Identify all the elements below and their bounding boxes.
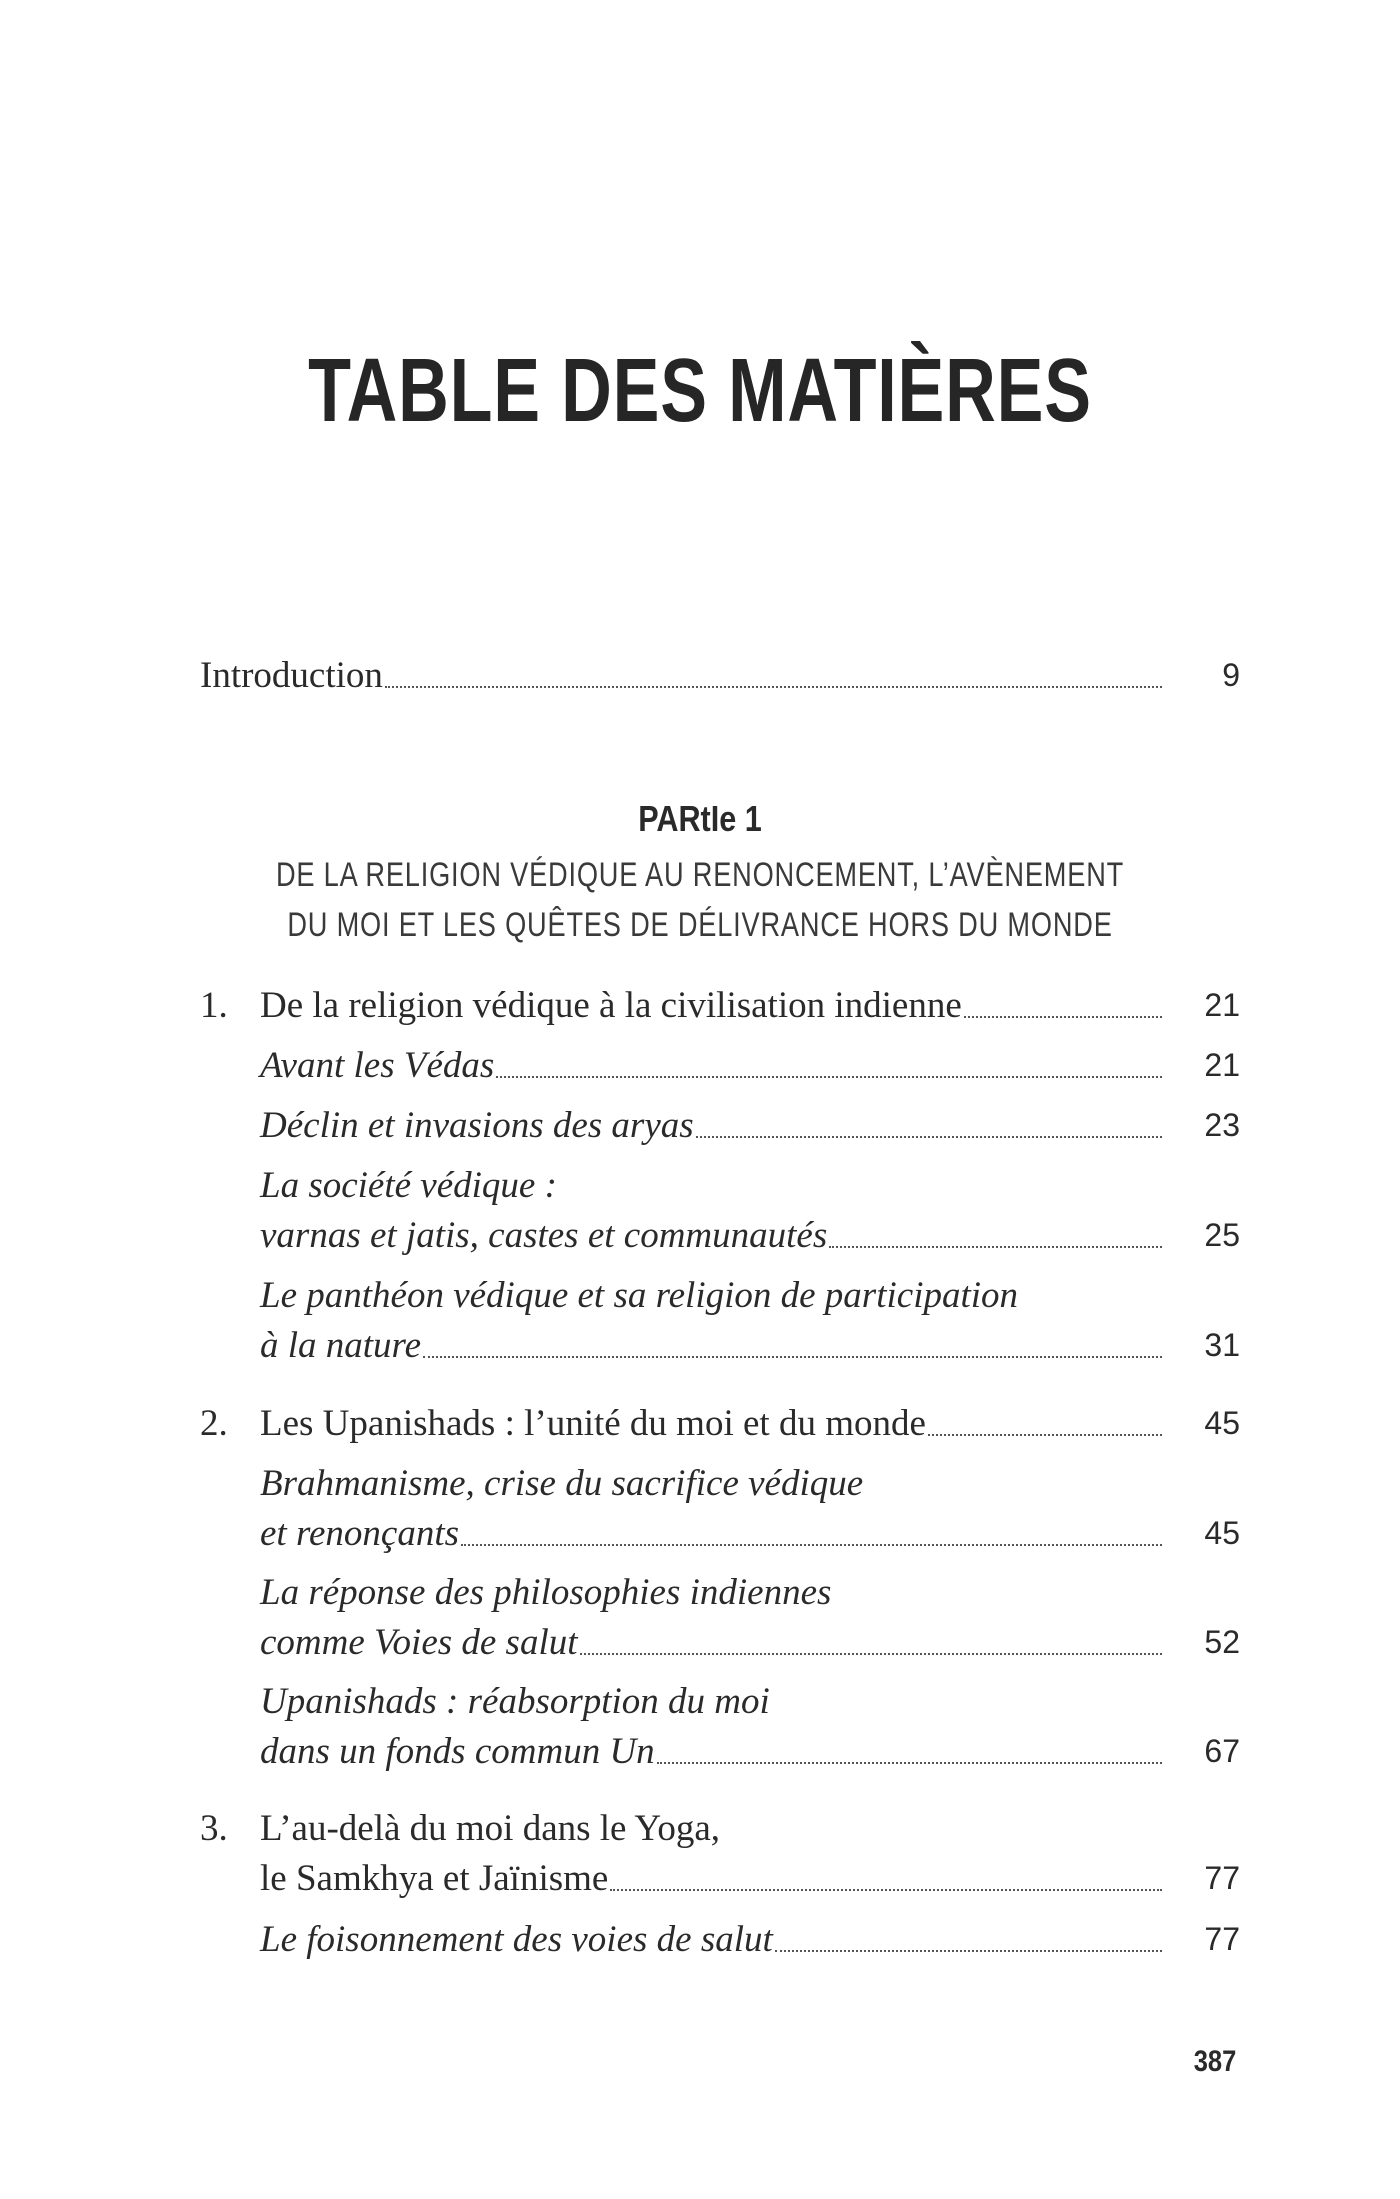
page-number: 31	[1204, 1327, 1240, 1363]
section-title: Brahmanisme, crise du sacrifice védique	[260, 1463, 864, 1504]
section-title: et renonçants	[260, 1513, 460, 1554]
dot-leader	[696, 1136, 1162, 1138]
toc-section	[200, 1040, 1240, 1091]
dot-leader	[580, 1653, 1162, 1655]
toc-section-line	[200, 1567, 1240, 1618]
toc-chapter-2	[200, 1398, 1240, 1449]
dot-leader	[610, 1889, 1162, 1891]
chapter-title: le Samkhya et Jaïnisme	[260, 1858, 609, 1899]
dot-leader	[964, 1016, 1162, 1018]
dot-leader	[496, 1076, 1162, 1078]
toc-entry-label: Introduction	[200, 655, 383, 696]
page-folio: 387	[1193, 2045, 1237, 2078]
dot-leader	[461, 1544, 1162, 1546]
dot-leader	[829, 1246, 1162, 1248]
chapter-title: Les Upanishads : l’unité du moi et du monde	[260, 1403, 926, 1444]
toc-section	[200, 1617, 1240, 1668]
toc-section	[200, 1100, 1240, 1151]
page-number: 23	[1204, 1107, 1240, 1143]
section-title: à la nature	[260, 1325, 422, 1366]
page-number: 77	[1204, 1860, 1240, 1896]
chapter-title: L’au-delà du moi dans le Yoga,	[260, 1808, 721, 1849]
toc-section	[200, 1914, 1240, 1965]
toc-section-line	[200, 1270, 1240, 1321]
dot-leader	[423, 1356, 1162, 1358]
toc-section	[200, 1210, 1240, 1261]
toc-entry-introduction	[200, 650, 1240, 701]
page-number: 9	[1222, 657, 1240, 693]
section-title: comme Voies de salut	[260, 1622, 578, 1663]
chapter-number: 1.	[200, 985, 228, 1026]
section-title: La société védique :	[260, 1165, 557, 1206]
part-subtitle-line: DE LA RELIGION VÉDIQUE AU RENONCEMENT, L’AVÈNEMENT	[275, 856, 1125, 894]
page-number: 21	[1204, 987, 1240, 1023]
page-number: 45	[1204, 1515, 1240, 1551]
toc-chapter-3-line	[200, 1803, 1240, 1854]
toc-section	[200, 1726, 1240, 1777]
section-title: Déclin et invasions des aryas	[260, 1105, 694, 1146]
dot-leader	[775, 1950, 1162, 1952]
page-title: TABLE DES MATIÈRES	[308, 341, 1092, 441]
section-title: Avant les Védas	[260, 1045, 495, 1086]
page-number: 21	[1204, 1047, 1240, 1083]
dot-leader	[928, 1434, 1162, 1436]
toc-section-line	[200, 1160, 1240, 1211]
toc-section-line	[200, 1458, 1240, 1509]
toc-chapter-3	[200, 1853, 1240, 1904]
page-number: 67	[1204, 1733, 1240, 1769]
section-title: Le foisonnement des voies de salut	[260, 1919, 773, 1960]
section-title: Le panthéon védique et sa religion de participation	[260, 1275, 1019, 1316]
part-number: PARtIe 1	[638, 798, 762, 839]
page-number: 52	[1204, 1624, 1240, 1660]
page-number: 77	[1204, 1921, 1240, 1957]
part-subtitle-line: DU MOI ET LES QUÊTES DE DÉLIVRANCE HORS DU MONDE	[287, 906, 1113, 944]
toc-chapter-1	[200, 980, 1240, 1031]
part-subtitle	[140, 850, 1260, 950]
section-title: varnas et jatis, castes et communautés	[260, 1215, 828, 1256]
section-title: Upanishads : réabsorption du moi	[260, 1681, 770, 1722]
dot-leader	[385, 686, 1162, 688]
toc-section	[200, 1320, 1240, 1371]
dot-leader	[657, 1762, 1162, 1764]
chapter-number: 2.	[200, 1403, 228, 1444]
chapter-number: 3.	[200, 1808, 228, 1849]
page-number: 45	[1204, 1405, 1240, 1441]
toc-section	[200, 1508, 1240, 1559]
page-number: 25	[1204, 1217, 1240, 1253]
section-title: dans un fonds commun Un	[260, 1731, 655, 1772]
toc-section-line	[200, 1676, 1240, 1727]
chapter-title: De la religion védique à la civilisation indienne	[260, 985, 962, 1026]
section-title: La réponse des philosophies indiennes	[260, 1572, 832, 1613]
